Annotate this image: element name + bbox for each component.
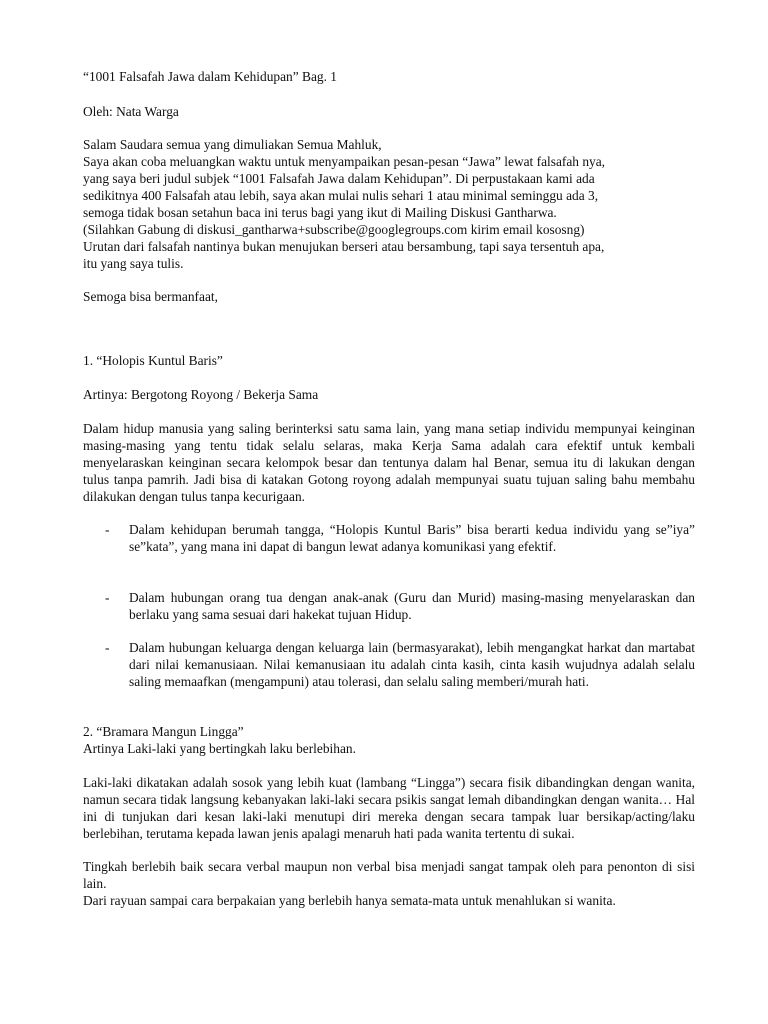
intro-line: Saya akan coba meluangkan waktu untuk menyampaikan pesan-pesan “Jawa” lewat falsafah nya,: [83, 154, 606, 169]
bullet-dash: -: [105, 640, 110, 655]
bullet-dash: -: [105, 522, 110, 537]
intro-line: semoga tidak bosan setahun baca ini terus bagi yang ikut di Mailing Diskusi Gantharwa.: [83, 205, 557, 220]
bullet-dash: -: [105, 590, 110, 605]
section-2-paragraph-2: Tingkah berlebih baik secara verbal maupun non verbal bisa menjadi sangat tampak oleh para penonton di sisi lain.: [83, 859, 695, 891]
section-1-paragraph: Dalam hidup manusia yang saling berinterksi satu sama lain, yang mana setiap individu mempunyai keinginan masing-masing yang tentu tidak selalu selaras, maka Kerja Sama adalah cara efektif untuk kembali menyelaraskan keinginan secara kelompok besar dan tentunya dalam hal Benar, semua itu di lakukan dengan tulus tanpa pamrih. Jadi bisa di katakan Gotong royong adalah mempunyai suatu tujuan saling bahu membahu dilakukan dengan tulus tanpa kecurigaan.: [83, 421, 695, 504]
author-line: Oleh: Nata Warga: [83, 104, 179, 119]
section-2-heading: 2. “Bramara Mangun Lingga”: [83, 724, 244, 739]
intro-line: yang saya beri judul subjek “1001 Falsafah Jawa dalam Kehidupan”. Di perpustakaan kami ada: [83, 171, 595, 186]
section-2-paragraph-3: Dari rayuan sampai cara berpakaian yang berlebih hanya semata-mata untuk menahlukan si wanita.: [83, 893, 616, 908]
bullet-text: Dalam kehidupan berumah tangga, “Holopis Kuntul Baris” bisa berarti kedua individu yang se”iya” se”kata”, yang mana ini dapat di bangun lewat adanya komunikasi yang efektif.: [129, 522, 695, 554]
intro-line: itu yang saya tulis.: [83, 256, 184, 271]
bullet-text: Dalam hubungan keluarga dengan keluarga lain (bermasyarakat), lebih mengangkat harkat dan martabat dari nilai kemanusiaan. Nilai kemanusiaan itu adalah cinta kasih, cinta kasih wujudnya adalah selalu saling memaafkan (mengampuni) atau tolerasi, dan selalu saling memberi/murah hati.: [129, 640, 695, 689]
intro-line: Urutan dari falsafah nantinya bukan menujukan berseri atau bersambung, tapi saya tersentuh apa,: [83, 239, 605, 254]
section-1-heading: 1. “Holopis Kuntul Baris”: [83, 353, 223, 368]
intro-line: Salam Saudara semua yang dimuliakan Semua Mahluk,: [83, 137, 382, 152]
intro-paragraph: [83, 136, 695, 272]
section-2-paragraph-1: Laki-laki dikatakan adalah sosok yang lebih kuat (lambang “Lingga”) secara fisik dibandingkan dengan wanita, namun secara tidak langsung kebanyakan laki-laki secara psikis sangat lemah dibandingkan dengan wanita… Hal ini di tunjukan dari kesan laki-laki menutupi diri mereka dengan secara tampak luar bersikap/acting/laku berlebihan, terutama kepada lawan jenis apalagi menaruh hati pada wanita tertentu di sukai.: [83, 775, 695, 841]
intro-line: (Silahkan Gabung di diskusi_gantharwa+subscribe@googlegroups.com kirim email kososng): [83, 222, 585, 237]
closing-line: Semoga bisa bermanfaat,: [83, 289, 218, 304]
intro-line: sedikitnya 400 Falsafah atau lebih, saya akan mulai nulis sehari 1 atau minimal seminggu ada 3,: [83, 188, 599, 203]
bullet-text: Dalam hubungan orang tua dengan anak-anak (Guru dan Murid) masing-masing menyelaraskan dan berlaku yang sama sesuai dari hakekat tujuan Hidup.: [129, 590, 695, 622]
section-1-meaning: Artinya: Bergotong Royong / Bekerja Sama: [83, 387, 319, 402]
document-title: “1001 Falsafah Jawa dalam Kehidupan” Bag. 1: [83, 69, 337, 84]
section-2-meaning: Artinya Laki-laki yang bertingkah laku berlebihan.: [83, 741, 356, 756]
